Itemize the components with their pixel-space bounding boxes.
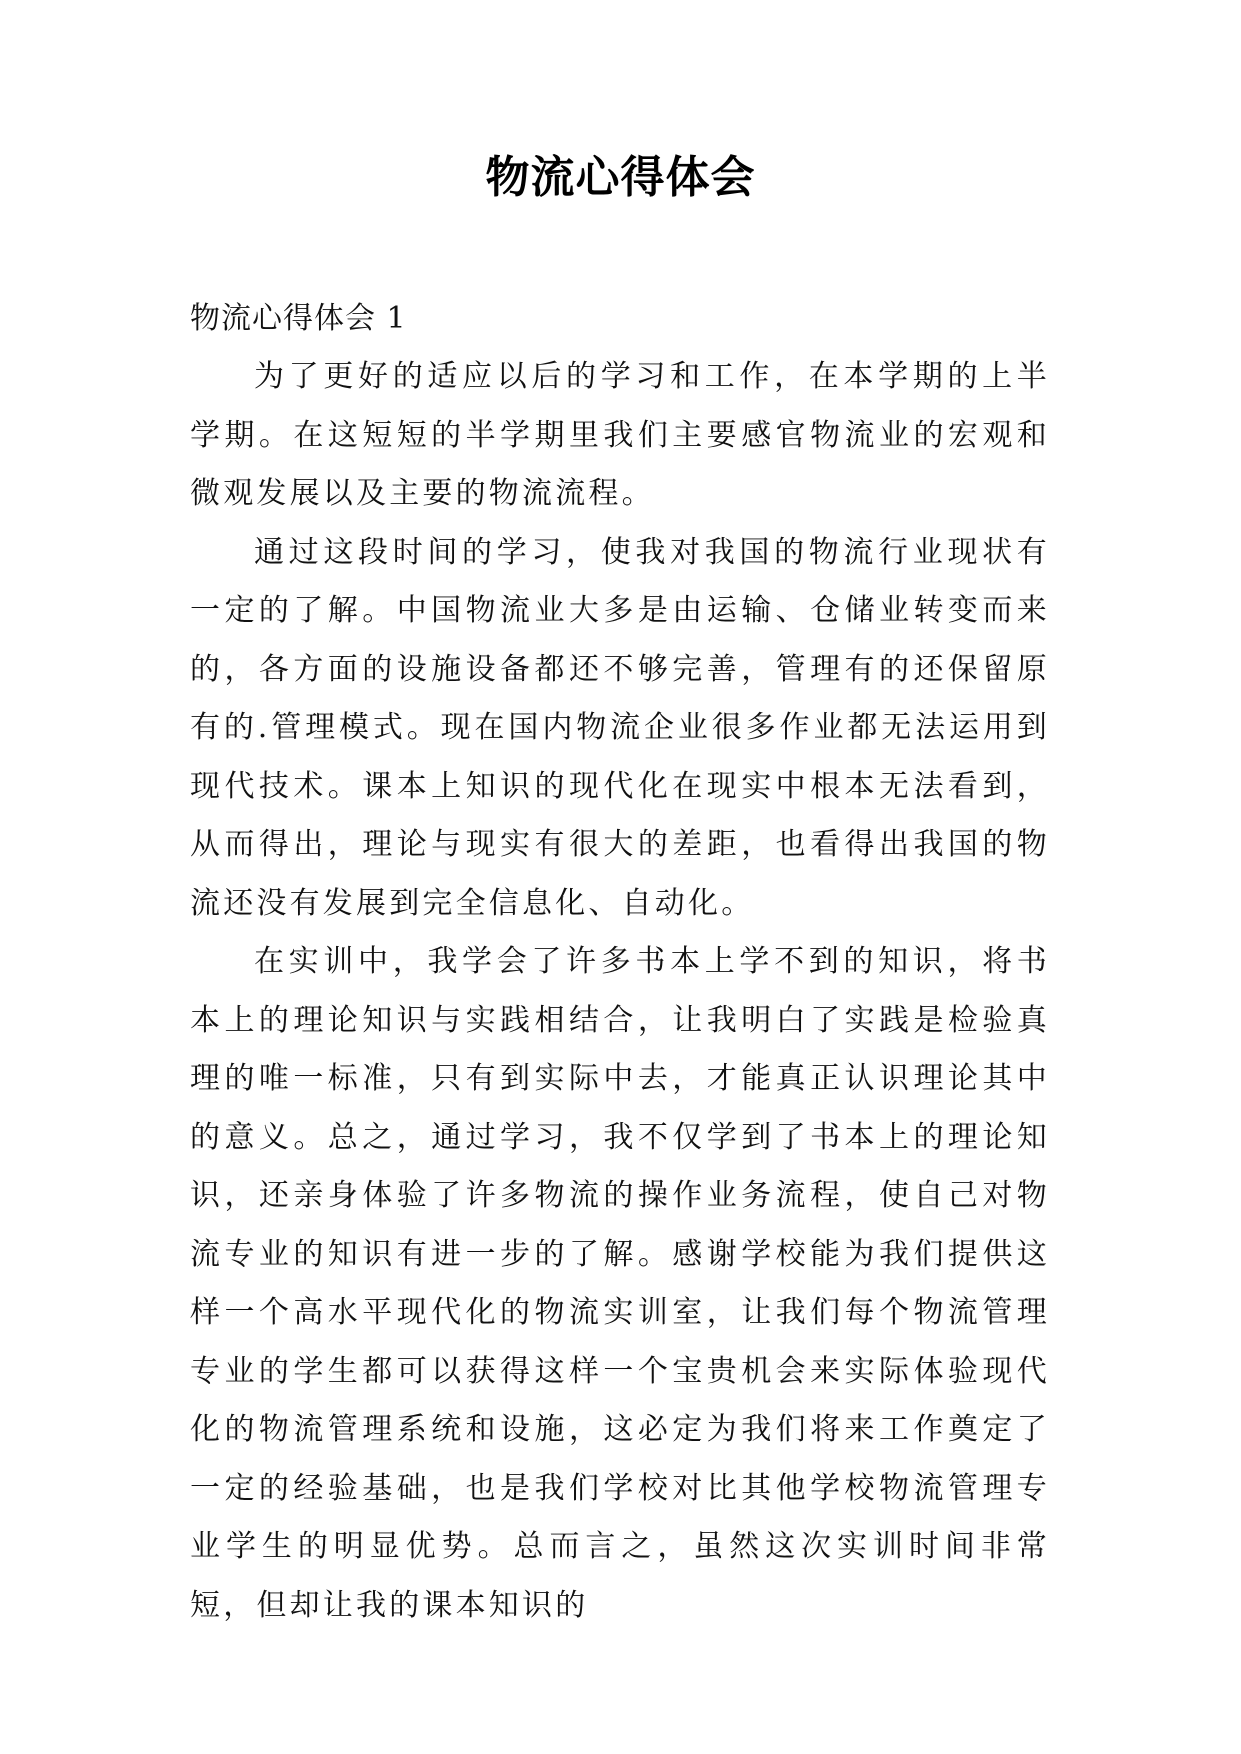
section-heading: 物流心得体会 1: [190, 301, 407, 336]
document-title: 物流心得体会: [485, 152, 756, 203]
document-body: [190, 290, 1050, 1635]
paragraph-2: 通过这段时间的学习，使我对我国的物流行业现状有一定的了解。中国物流业大多是由运输、仓储业转变而来的，各方面的设施设备都还不够完善，管理有的还保留原有的.管理模式。现在国内物流企业很多作业都无法运用到现代技术。课本上知识的现代化在现实中根本无法看到，从而得出，理论与现实有很大的差距，也看得出我国的物流还没有发展到完全信息化、自动化。: [190, 534, 1050, 921]
paragraph-3: 在实训中，我学会了许多书本上学不到的知识，将书本上的理论知识与实践相结合，让我明白了实践是检验真理的唯一标准，只有到实际中去，才能真正认识理论其中的意义。总之，通过学习，我不仅学到了书本上的理论知识，还亲身体验了许多物流的操作业务流程，使自己对物流专业的知识有进一步的了解。感谢学校能为我们提供这样一个高水平现代化的物流实训室，让我们每个物流管理专业的学生都可以获得这样一个宝贵机会来实际体验现代化的物流管理系统和设施，这必定为我们将来工作奠定了一定的经验基础，也是我们学校对比其他学校物流管理专业学生的明显优势。总而言之，虽然这次实训时间非常短，但却让我的课本知识的: [190, 944, 1050, 1623]
paragraph-1: 为了更好的适应以后的学习和工作，在本学期的上半学期。在这短短的半学期里我们主要感官物流业的宏观和微观发展以及主要的物流流程。: [190, 359, 1050, 511]
